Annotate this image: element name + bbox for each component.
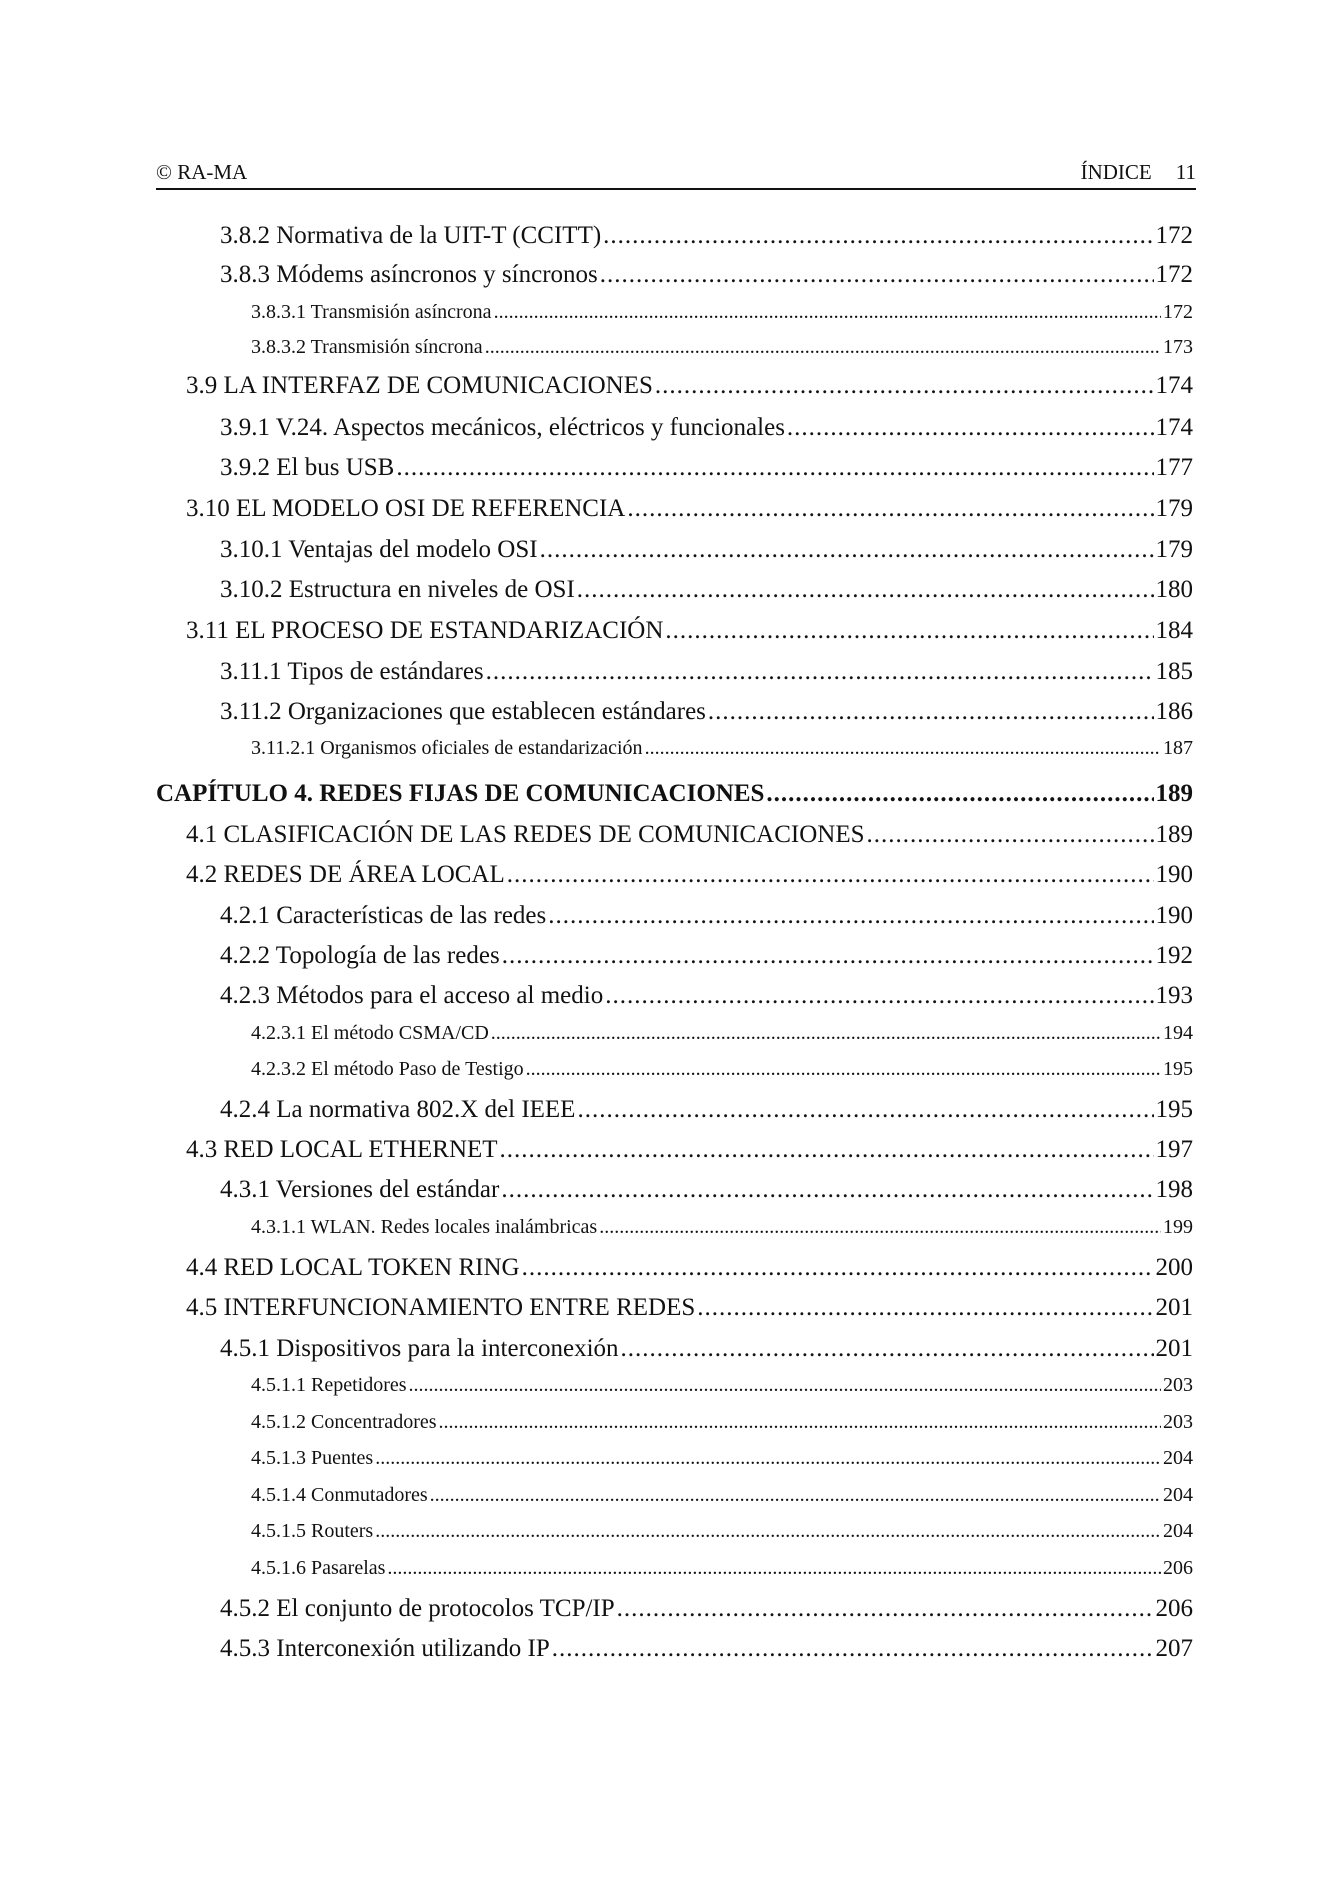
- toc-entry-title: 3.8.3.2 Transmisión síncrona: [251, 336, 483, 358]
- toc-entry[interactable]: [156, 942, 1193, 970]
- toc-entry-page: 174: [1155, 372, 1193, 399]
- toc-entry-page: 206: [1163, 1557, 1193, 1579]
- toc-entry-title: 3.8.2 Normativa de la UIT-T (CCITT): [220, 222, 602, 249]
- toc-entry-page: 177: [1155, 454, 1193, 481]
- toc-entry-page: 179: [1155, 495, 1193, 522]
- toc-entry-page: 180: [1155, 576, 1193, 603]
- toc-entry-title: 4.5.1.6 Pasarelas: [251, 1557, 386, 1579]
- toc-entry-page: 192: [1155, 942, 1193, 969]
- dot-leader: [867, 821, 1154, 849]
- page-number: 11: [1175, 160, 1196, 184]
- toc-entry-page: 190: [1155, 861, 1193, 888]
- dot-leader: [502, 942, 1154, 970]
- toc-entry[interactable]: [156, 1635, 1193, 1663]
- toc-entry-page: 206: [1155, 1595, 1193, 1622]
- toc-entry-page: 189: [1155, 780, 1193, 807]
- toc-entry[interactable]: [156, 737, 1193, 760]
- toc-entry-page: 193: [1155, 982, 1193, 1009]
- toc-entry[interactable]: [156, 1374, 1193, 1397]
- toc-entry[interactable]: [156, 576, 1193, 604]
- dot-leader: [526, 1058, 1161, 1081]
- toc-entry-page: 203: [1163, 1411, 1193, 1433]
- toc-entry-title: 4.5.1.1 Repetidores: [251, 1374, 407, 1396]
- dot-leader: [605, 982, 1153, 1010]
- toc-entry-title: 3.10.1 Ventajas del modelo OSI: [220, 536, 538, 563]
- dot-leader: [375, 1520, 1161, 1543]
- toc-entry[interactable]: [156, 698, 1193, 726]
- dot-leader: [486, 658, 1154, 686]
- dot-leader: [655, 372, 1154, 400]
- toc-entry[interactable]: [156, 1411, 1193, 1434]
- toc-entry[interactable]: [156, 1520, 1193, 1543]
- toc-entry[interactable]: [156, 1058, 1193, 1081]
- toc-entry-title: 3.9.2 El bus USB: [220, 454, 395, 481]
- toc-entry-title: 4.2 REDES DE ÁREA LOCAL: [186, 861, 505, 888]
- toc-entry[interactable]: [156, 454, 1193, 482]
- toc-entry-page: 201: [1155, 1294, 1193, 1321]
- toc-entry-page: 190: [1155, 902, 1193, 929]
- section-title: ÍNDICE: [1080, 160, 1152, 184]
- dot-leader: [603, 222, 1153, 250]
- toc-entry-title: 3.9.1 V.24. Aspectos mecánicos, eléctricos y funcionales: [220, 414, 785, 441]
- toc-entry[interactable]: [156, 1136, 1193, 1164]
- dot-leader: [439, 1411, 1161, 1434]
- toc-entry-title: 4.5.1.3 Puentes: [251, 1447, 374, 1469]
- dot-leader: [617, 1595, 1154, 1623]
- toc-entry[interactable]: [156, 982, 1193, 1010]
- dot-leader: [491, 1022, 1161, 1045]
- dot-leader: [494, 301, 1161, 324]
- toc-entry-title: 3.8.3 Módems asíncronos y síncronos: [220, 261, 598, 288]
- toc-entry-page: 198: [1155, 1176, 1193, 1203]
- dot-leader: [577, 1096, 1153, 1124]
- toc-entry-title: 4.2.3.1 El método CSMA/CD: [251, 1022, 489, 1044]
- toc-entry-title: 4.5.3 Interconexión utilizando IP: [220, 1635, 550, 1662]
- header-right: [1081, 160, 1196, 185]
- toc-entry-page: 204: [1163, 1484, 1193, 1506]
- toc-entry-title: 4.5.2 El conjunto de protocolos TCP/IP: [220, 1595, 615, 1622]
- toc-entry[interactable]: [156, 1096, 1193, 1124]
- toc-entry-page: 172: [1163, 301, 1193, 323]
- toc-entry[interactable]: [156, 1022, 1193, 1045]
- toc-entry-title: 4.3 RED LOCAL ETHERNET: [186, 1136, 498, 1163]
- toc-entry-title: 4.3.1 Versiones del estándar: [220, 1176, 500, 1203]
- toc-entry[interactable]: [156, 821, 1193, 849]
- toc-entry-page: 172: [1155, 261, 1193, 288]
- dot-leader: [766, 780, 1153, 808]
- dot-leader: [501, 1176, 1153, 1204]
- toc-entry[interactable]: [156, 780, 1193, 808]
- toc-entry[interactable]: [156, 861, 1193, 889]
- toc-entry[interactable]: [156, 1484, 1193, 1507]
- toc-entry-page: 174: [1155, 414, 1193, 441]
- toc-entry-page: 203: [1163, 1374, 1193, 1396]
- dot-leader: [540, 536, 1154, 564]
- toc-entry-page: 172: [1155, 222, 1193, 249]
- toc-entry-title: 4.2.2 Topología de las redes: [220, 942, 500, 969]
- toc-entry[interactable]: [156, 1176, 1193, 1204]
- toc-entry[interactable]: [156, 902, 1193, 930]
- toc-entry-page: 199: [1163, 1216, 1193, 1238]
- toc-entry-title: 3.11.2.1 Organismos oficiales de estandarización: [251, 737, 643, 759]
- toc-entry[interactable]: [156, 1335, 1193, 1363]
- toc-entry[interactable]: [156, 301, 1193, 324]
- dot-leader: [430, 1484, 1161, 1507]
- dot-leader: [507, 861, 1154, 889]
- toc-entry[interactable]: [156, 617, 1193, 645]
- dot-leader: [485, 336, 1161, 359]
- dot-leader: [600, 261, 1154, 289]
- toc-entry-title: 3.8.3.1 Transmisión asíncrona: [251, 301, 492, 323]
- toc-entry-page: 197: [1155, 1136, 1193, 1163]
- toc-entry-title: 4.2.4 La normativa 802.X del IEEE: [220, 1096, 576, 1123]
- toc-entry-page: 204: [1163, 1447, 1193, 1469]
- toc-entry-title: 4.2.3 Métodos para el acceso al medio: [220, 982, 604, 1009]
- toc-entry[interactable]: [156, 1294, 1193, 1322]
- toc-entry-page: 194: [1163, 1022, 1193, 1044]
- dot-leader: [387, 1557, 1161, 1580]
- dot-leader: [577, 576, 1154, 604]
- toc-entry[interactable]: [156, 222, 1193, 250]
- dot-leader: [409, 1374, 1161, 1397]
- dot-leader: [621, 1335, 1154, 1363]
- toc-entry-title: 3.11 EL PROCESO DE ESTANDARIZACIÓN: [186, 617, 664, 644]
- toc-entry-page: 195: [1155, 1096, 1193, 1123]
- running-header: [156, 160, 1196, 190]
- dot-leader: [645, 737, 1161, 760]
- dot-leader: [708, 698, 1154, 726]
- dot-leader: [552, 1635, 1154, 1663]
- toc-entry-title: 4.5.1 Dispositivos para la interconexión: [220, 1335, 619, 1362]
- toc-entry[interactable]: [156, 1447, 1193, 1470]
- publisher-mark: © RA-MA: [156, 160, 248, 184]
- dot-leader: [787, 414, 1154, 442]
- toc-entry-page: 207: [1155, 1635, 1193, 1662]
- dot-leader: [548, 902, 1153, 930]
- dot-leader: [522, 1254, 1154, 1282]
- dot-leader: [627, 495, 1153, 523]
- dot-leader: [500, 1136, 1154, 1164]
- toc-entry-title: 3.10.2 Estructura en niveles de OSI: [220, 576, 575, 603]
- toc-entry-page: 204: [1163, 1520, 1193, 1542]
- toc-entry-title: 4.3.1.1 WLAN. Redes locales inalámbricas: [251, 1216, 598, 1238]
- toc-entry-page: 201: [1155, 1335, 1193, 1362]
- toc-entry[interactable]: [156, 495, 1193, 523]
- toc-entry-title: 4.1 CLASIFICACIÓN DE LAS REDES DE COMUNICACIONES: [186, 821, 865, 848]
- toc-entry[interactable]: [156, 536, 1193, 564]
- toc-entry-title: 3.9 LA INTERFAZ DE COMUNICACIONES: [186, 372, 653, 399]
- dot-leader: [599, 1216, 1161, 1239]
- dot-leader: [375, 1447, 1161, 1470]
- toc-entry-page: 186: [1155, 698, 1193, 725]
- toc-entry[interactable]: [156, 1216, 1193, 1239]
- toc-entry-page: 184: [1155, 617, 1193, 644]
- dot-leader: [396, 454, 1153, 482]
- toc-entry[interactable]: [156, 658, 1193, 686]
- toc-entry-page: 195: [1163, 1058, 1193, 1080]
- toc-entry[interactable]: [156, 414, 1193, 442]
- toc-entry-title: 4.5.1.5 Routers: [251, 1520, 374, 1542]
- toc-entry-title: 3.11.1 Tipos de estándares: [220, 658, 484, 685]
- toc-entry-title: 4.2.3.2 El método Paso de Testigo: [251, 1058, 524, 1080]
- toc-entry-page: 200: [1155, 1254, 1193, 1281]
- toc-entry-title: 3.10 EL MODELO OSI DE REFERENCIA: [186, 495, 626, 522]
- toc-entry-title: 4.5 INTERFUNCIONAMIENTO ENTRE REDES: [186, 1294, 696, 1321]
- toc-entry-page: 185: [1155, 658, 1193, 685]
- dot-leader: [665, 617, 1153, 645]
- toc-entry[interactable]: [156, 336, 1193, 359]
- toc-entry-title: 4.2.1 Características de las redes: [220, 902, 547, 929]
- toc-entry[interactable]: [156, 1595, 1193, 1623]
- toc-entry-page: 179: [1155, 536, 1193, 563]
- toc-entry-title: 4.5.1.4 Conmutadores: [251, 1484, 428, 1506]
- toc-entry-title: 3.11.2 Organizaciones que establecen estándares: [220, 698, 706, 725]
- toc-entry-title: 4.4 RED LOCAL TOKEN RING: [186, 1254, 520, 1281]
- toc-entry-title: CAPÍTULO 4. REDES FIJAS DE COMUNICACIONES: [156, 780, 765, 807]
- toc-entry[interactable]: [156, 261, 1193, 289]
- toc-entry-page: 173: [1163, 336, 1193, 358]
- toc-entry-page: 189: [1155, 821, 1193, 848]
- toc-entry[interactable]: [156, 372, 1193, 400]
- toc-entry[interactable]: [156, 1254, 1193, 1282]
- toc-entry-page: 187: [1163, 737, 1193, 759]
- toc-entry[interactable]: [156, 1557, 1193, 1580]
- toc-entry-title: 4.5.1.2 Concentradores: [251, 1411, 437, 1433]
- dot-leader: [697, 1294, 1153, 1322]
